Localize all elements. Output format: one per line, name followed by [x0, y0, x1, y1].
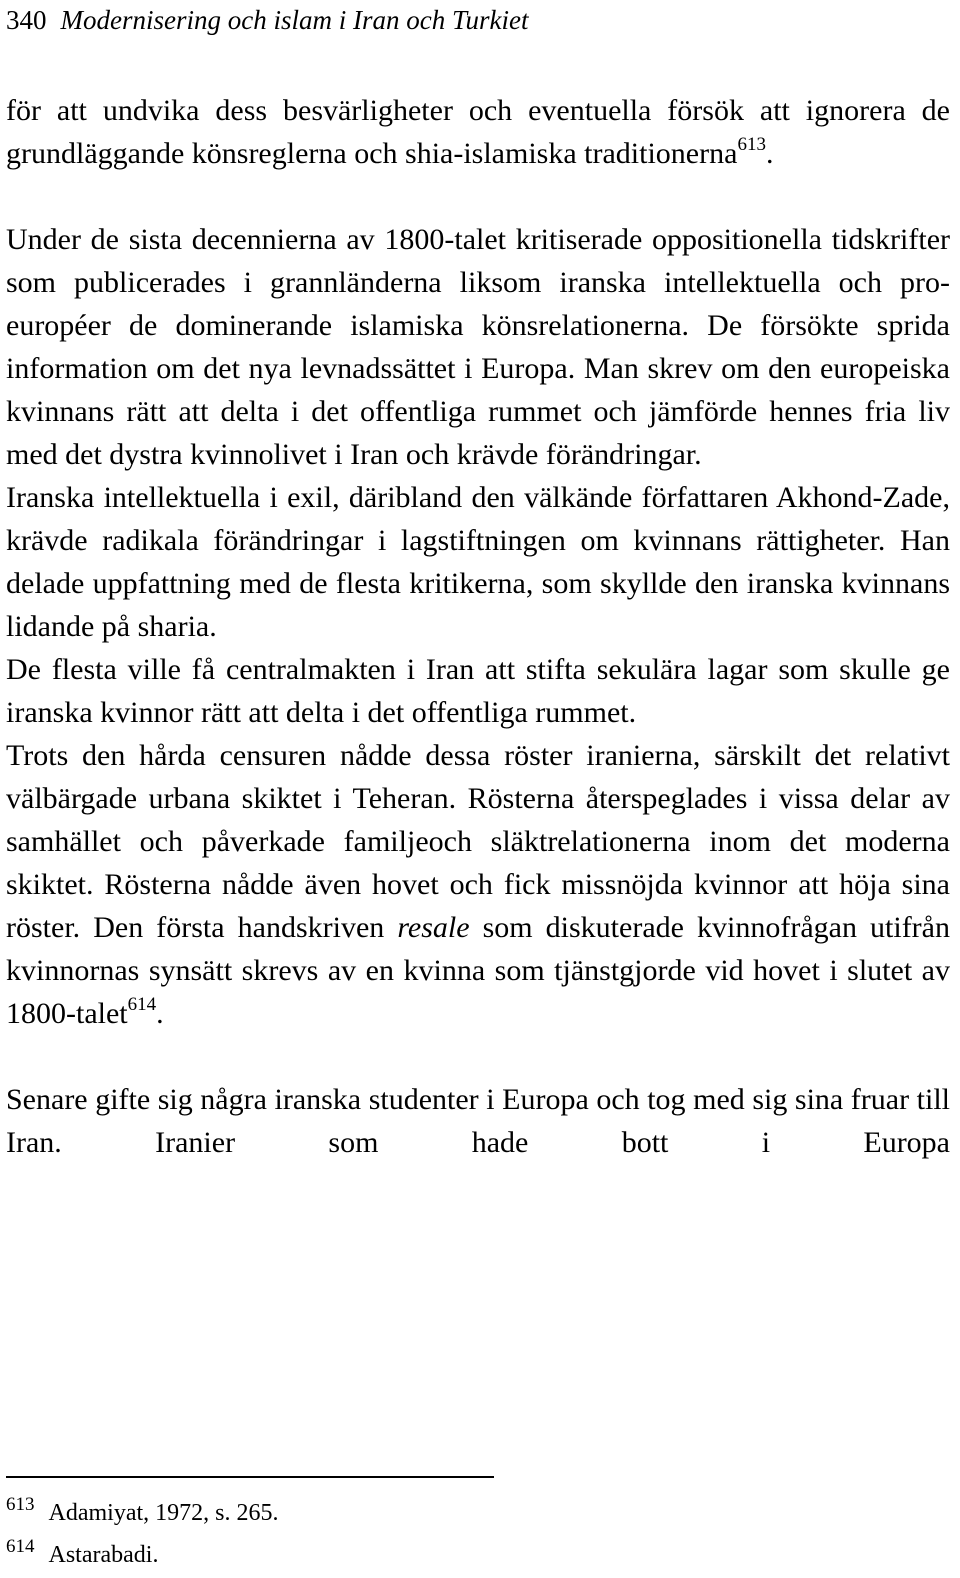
paragraph-5 [6, 734, 950, 1035]
paragraph-1-end: . [765, 137, 774, 170]
running-title: Modernisering och islam i Iran och Turkiet [60, 5, 529, 35]
paragraph-4: De flesta ville få centralmakten i Iran att stifta sekulära lagar som skulle ge iranska kvinnor rätt att delta i det offentliga rummet. [6, 653, 950, 729]
paragraph-5-text: Trots den hårda censuren nådde dessa röster iranierna, särskilt det relativt välbärgade urbana skiktet i Teheran. Rösterna återspeglades i vissa delar av samhället och påverkade familjeoch släktrelationerna inom det moderna skiktet. Rösterna nådde även hovet och fick missnöjda kvinnor att höja sina röster. Den första handskriven [6, 739, 950, 944]
footnote-text: Adamiyat, 1972, s. 265. [48, 1500, 279, 1526]
paragraph-5-text-cont: som diskuterade kvinnofrågan utifrån kvinnornas synsätt skrevs av en kvinna som tjänstgjorde vid hovet i slutet av 1800-talet [6, 911, 950, 1030]
footnote-614 [6, 1530, 278, 1572]
main-text [6, 89, 950, 1164]
footnote-613 [6, 1488, 278, 1530]
footnote-number: 613 [6, 1494, 35, 1515]
footnote-divider [6, 1476, 494, 1478]
paragraph-3: Iranska intellektuella i exil, däribland den välkände författaren Akhond-Zade, krävde radikala förändringar i lagstiftningen om kvinnans rättigheter. Han delade uppfattning med de flesta kritikerna, som skyllde den iranska kvinnans lidande på sharia. [6, 481, 950, 643]
note-ref-614[interactable]: 614 [127, 994, 157, 1015]
running-header [6, 2, 528, 38]
paragraph-2: Under de sista decennierna av 1800-talet kritiserade oppositionella tidskrifter som publicerades i grannländerna liksom iranska intellektuella och pro-européer de dominerande islamiska könsrelationerna. De försökte sprida information om det nya levnadssättet i Europa. Man skrev om den europeiska kvinnans rätt att delta i det offentliga rummet och jämförde hennes fria liv med det dystra kvinnolivet i Iran och krävde förändringar. [6, 223, 950, 471]
page-number: 340 [6, 5, 47, 35]
italic-term: resale [397, 911, 470, 944]
note-ref-613[interactable]: 613 [737, 134, 766, 155]
footnote-text: Astarabadi. [48, 1542, 159, 1568]
paragraph-1-text: för att undvika dess besvärligheter och eventuella försök att ignorera de grundläggande könsreglerna och shia-islamiska traditionerna [6, 94, 950, 170]
footnotes [6, 1488, 278, 1572]
footnote-number: 614 [6, 1536, 35, 1557]
paragraph-1 [6, 89, 950, 175]
paragraph-6: Senare gifte sig några iranska studenter i Europa och tog med sig sina fruar till Iran. Iranier som hade bott i Europa [6, 1083, 950, 1159]
paragraph-5-end: . [156, 997, 164, 1030]
